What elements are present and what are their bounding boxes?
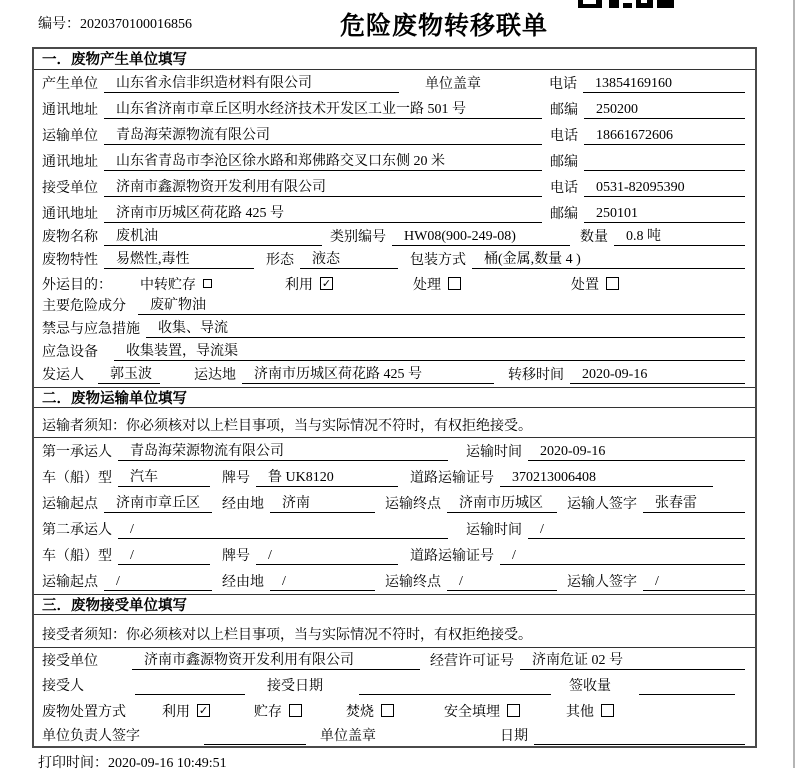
destination-value: 济南市历城区荷花路 425 号 <box>242 363 494 384</box>
accept-unit-row <box>34 648 755 673</box>
unit-seal-label: 单位盖章 <box>320 729 376 744</box>
section3-header: 三．废物接受单位填写 <box>34 594 755 615</box>
section3-notice: 接受者须知：你必须核对以上栏目事项，当与实际情况不符时，有权拒绝接受。 <box>34 615 755 648</box>
seal-label: 单位盖章 <box>425 77 481 92</box>
producer-value: 山东省永信非织造材料有限公司 <box>104 72 399 93</box>
carrier1-plate-label: 牌号 <box>222 471 250 486</box>
carrier1-origin-value: 济南市章丘区 <box>104 492 212 513</box>
qr-code-partial-icon <box>578 0 674 8</box>
section2-notice: 运输者须知：你必须核对以上栏目事项，当与实际情况不符时，有权拒绝接受。 <box>34 408 755 438</box>
shipper-row <box>34 364 755 387</box>
disposal-option-label: 焚烧 <box>346 704 374 720</box>
taboo-row <box>34 318 755 341</box>
purpose-option-treat <box>413 274 461 294</box>
carrier1-plate-value: 鲁 UK8120 <box>256 466 398 487</box>
transfer-time-label: 转移时间 <box>508 368 564 383</box>
purpose-option-label: 利用 <box>285 277 313 293</box>
carrier1-origin-label: 运输起点 <box>42 497 98 512</box>
disposal-option-label: 利用 <box>162 704 190 720</box>
section1-header: 一．废物产生单位填写 <box>34 49 755 70</box>
print-time-line <box>38 752 227 772</box>
carrier2-vehicle-row <box>34 542 755 568</box>
disposal-option-label: 其他 <box>566 704 594 720</box>
transporter-value: 青岛海荣源物流有限公司 <box>104 124 542 145</box>
character-value: 易燃性,毒性 <box>104 248 254 269</box>
carrier2-plate-value: / <box>256 548 398 565</box>
category-value: HW08(900-249-08) <box>392 229 570 246</box>
carrier2-license-value: / <box>500 548 745 565</box>
carrier1-terminal-value: 济南市历城区 <box>447 492 557 513</box>
carrier2-time-value: / <box>528 522 745 539</box>
destination-label: 运达地 <box>194 368 236 383</box>
transfer-time-value: 2020-09-16 <box>570 367 745 384</box>
disposal-option-utilize <box>162 701 210 721</box>
addr3-value: 济南市历城区荷花路 425 号 <box>104 202 542 223</box>
carrier2-license-label: 道路运输证号 <box>410 549 494 564</box>
serial-label: 编号： <box>38 17 80 32</box>
taboo-label: 禁忌与应急措施 <box>42 322 140 337</box>
addr2-value: 山东省青岛市李沧区徐水路和郑佛路交叉口东侧 20 米 <box>104 150 542 171</box>
accept-date-label: 接受日期 <box>267 679 323 694</box>
category-label: 类别编号 <box>330 230 386 245</box>
responsible-sign-row <box>34 723 755 748</box>
disposal-option-landfill <box>444 701 520 721</box>
zip3-value: 250101 <box>584 206 745 223</box>
carrier1-sign-label: 运输人签字 <box>567 497 637 512</box>
accept-unit-label: 接受单位 <box>42 654 98 669</box>
carrier2-name-label: 第二承运人 <box>42 523 112 538</box>
page-title: 危险废物转移联单 <box>339 13 548 40</box>
receiver-label: 接受单位 <box>42 181 98 196</box>
carrier1-time-value: 2020-09-16 <box>528 444 745 461</box>
carrier2-terminal-value: / <box>447 574 557 591</box>
accept-person-row <box>34 673 755 698</box>
checkbox-icon <box>203 279 212 288</box>
carrier1-license-value: 370213006408 <box>500 470 713 487</box>
date2-value <box>534 744 745 745</box>
phone3-value: 0531-82095390 <box>584 180 745 197</box>
serial-number: 2020370100016856 <box>80 17 192 32</box>
hazard-label: 主要危险成分 <box>42 299 126 314</box>
zip3-label: 邮编 <box>550 207 578 222</box>
carrier2-vehicle-value: / <box>118 548 210 565</box>
zip2-value <box>584 170 745 171</box>
zip2-label: 邮编 <box>550 155 578 170</box>
purpose-label: 外运目的： <box>42 277 112 293</box>
carrier1-name-label: 第一承运人 <box>42 445 112 460</box>
addr3-label: 通讯地址 <box>42 207 98 222</box>
accept-person-label: 接受人 <box>42 679 84 694</box>
carrier1-time-label: 运输时间 <box>466 445 522 460</box>
checkbox-icon <box>606 277 619 290</box>
phone3-label: 电话 <box>550 181 578 196</box>
zip1-label: 邮编 <box>550 103 578 118</box>
transporter-row <box>34 122 755 148</box>
producer-label: 产生单位 <box>42 77 98 92</box>
responsible-sign-label: 单位负责人签字 <box>42 729 140 744</box>
equipment-row <box>34 341 755 364</box>
carrier2-origin-value: / <box>104 574 212 591</box>
waste-name-row <box>34 226 755 249</box>
checkbox-icon <box>601 704 614 717</box>
carrier1-vehicle-value: 汽车 <box>118 466 210 487</box>
packing-label: 包装方式 <box>410 253 466 268</box>
purpose-option-dispose <box>571 274 619 294</box>
quantity-value: 0.8 吨 <box>614 225 745 246</box>
purpose-option-label: 中转贮存 <box>140 277 196 293</box>
purpose-option-label: 处理 <box>413 277 441 293</box>
producer-row <box>34 70 755 96</box>
purpose-option-transfer-storage <box>140 274 212 294</box>
carrier1-route-row <box>34 490 755 516</box>
disposal-label: 废物处置方式 <box>42 704 126 720</box>
carrier1-sign-value: 张春雷 <box>643 492 745 513</box>
addr2-label: 通讯地址 <box>42 155 98 170</box>
permit-value: 济南危证 02 号 <box>520 649 745 670</box>
receiver-value: 济南市鑫源物资开发利用有限公司 <box>104 176 542 197</box>
disposal-option-label: 安全填埋 <box>444 704 500 720</box>
accept-person-value <box>135 694 245 695</box>
carrier2-name-row <box>34 516 755 542</box>
form-value: 液态 <box>300 248 398 269</box>
carrier2-origin-label: 运输起点 <box>42 575 98 590</box>
carrier1-name-row <box>34 438 755 464</box>
taboo-value: 收集、导流 <box>146 317 745 338</box>
section2-header: 二．废物运输单位填写 <box>34 387 755 408</box>
window-edge <box>793 0 795 768</box>
phone2-value: 18661672606 <box>584 128 745 145</box>
carrier1-vehicle-row <box>34 464 755 490</box>
carrier1-via-label: 经由地 <box>222 497 264 512</box>
carrier2-sign-label: 运输人签字 <box>567 575 637 590</box>
checkbox-checked-icon: ✓ <box>198 704 209 717</box>
carrier2-plate-label: 牌号 <box>222 549 250 564</box>
accept-unit-value: 济南市鑫源物资开发利用有限公司 <box>132 649 420 670</box>
addr1-value: 山东省济南市章丘区明水经济技术开发区工业一路 501 号 <box>104 98 542 119</box>
carrier1-via-value: 济南 <box>270 492 375 513</box>
hazard-value: 废矿物油 <box>138 294 745 315</box>
date2-label: 日期 <box>500 729 528 744</box>
hazard-row <box>34 295 755 318</box>
carrier2-sign-value: / <box>643 574 745 591</box>
quantity-label: 数量 <box>580 230 608 245</box>
transporter-address-row <box>34 148 755 174</box>
phone1-label: 电话 <box>549 77 577 92</box>
phone2-label: 电话 <box>550 129 578 144</box>
packing-value: 桶(金属,数量 4 ) <box>472 248 745 269</box>
carrier1-license-label: 道路运输证号 <box>410 471 494 486</box>
checkbox-icon <box>507 704 520 717</box>
print-time-value: 2020-09-16 10:49:51 <box>108 756 227 771</box>
checkbox-checked-icon: ✓ <box>321 277 332 290</box>
phone1-value: 13854169160 <box>583 76 745 93</box>
receiver-row <box>34 174 755 200</box>
transporter-label: 运输单位 <box>42 129 98 144</box>
checkbox-icon <box>381 704 394 717</box>
disposal-option-storage <box>254 701 302 721</box>
carrier2-name-value: / <box>118 522 448 539</box>
carrier2-via-label: 经由地 <box>222 575 264 590</box>
print-time-label: 打印时间： <box>38 756 108 771</box>
carrier2-terminal-label: 运输终点 <box>385 575 441 590</box>
transfer-form-table <box>32 47 757 748</box>
amount-value <box>639 694 735 695</box>
disposal-option-incinerate <box>346 701 394 721</box>
purpose-option-utilize <box>285 274 333 294</box>
waste-name-label: 废物名称 <box>42 230 98 245</box>
equipment-label: 应急设备 <box>42 345 98 360</box>
shipper-value: 郭玉波 <box>98 363 160 384</box>
carrier2-route-row <box>34 568 755 594</box>
carrier1-name-value: 青岛海荣源物流有限公司 <box>118 440 448 461</box>
shipper-label: 发运人 <box>42 368 84 383</box>
carrier2-time-label: 运输时间 <box>466 523 522 538</box>
addr1-label: 通讯地址 <box>42 103 98 118</box>
disposal-row <box>34 698 755 723</box>
receiver-address-row <box>34 200 755 226</box>
checkbox-icon <box>289 704 302 717</box>
producer-address-row <box>34 96 755 122</box>
checkbox-icon <box>448 277 461 290</box>
form-label: 形态 <box>266 253 294 268</box>
waste-name-value: 废机油 <box>104 225 322 246</box>
permit-label: 经营许可证号 <box>430 654 514 669</box>
waste-character-row <box>34 249 755 272</box>
purpose-row <box>34 272 755 295</box>
carrier2-via-value: / <box>270 574 375 591</box>
carrier2-vehicle-label: 车（船）型 <box>42 549 112 564</box>
disposal-option-label: 贮存 <box>254 704 282 720</box>
zip1-value: 250200 <box>584 102 745 119</box>
purpose-option-label: 处置 <box>571 277 599 293</box>
carrier1-terminal-label: 运输终点 <box>385 497 441 512</box>
amount-label: 签收量 <box>569 679 611 694</box>
accept-date-value <box>359 694 551 695</box>
carrier1-vehicle-label: 车（船）型 <box>42 471 112 486</box>
disposal-option-other <box>566 701 614 721</box>
character-label: 废物特性 <box>42 253 98 268</box>
responsible-sign-value <box>204 744 306 745</box>
equipment-value: 收集装置，导流渠 <box>114 340 745 361</box>
